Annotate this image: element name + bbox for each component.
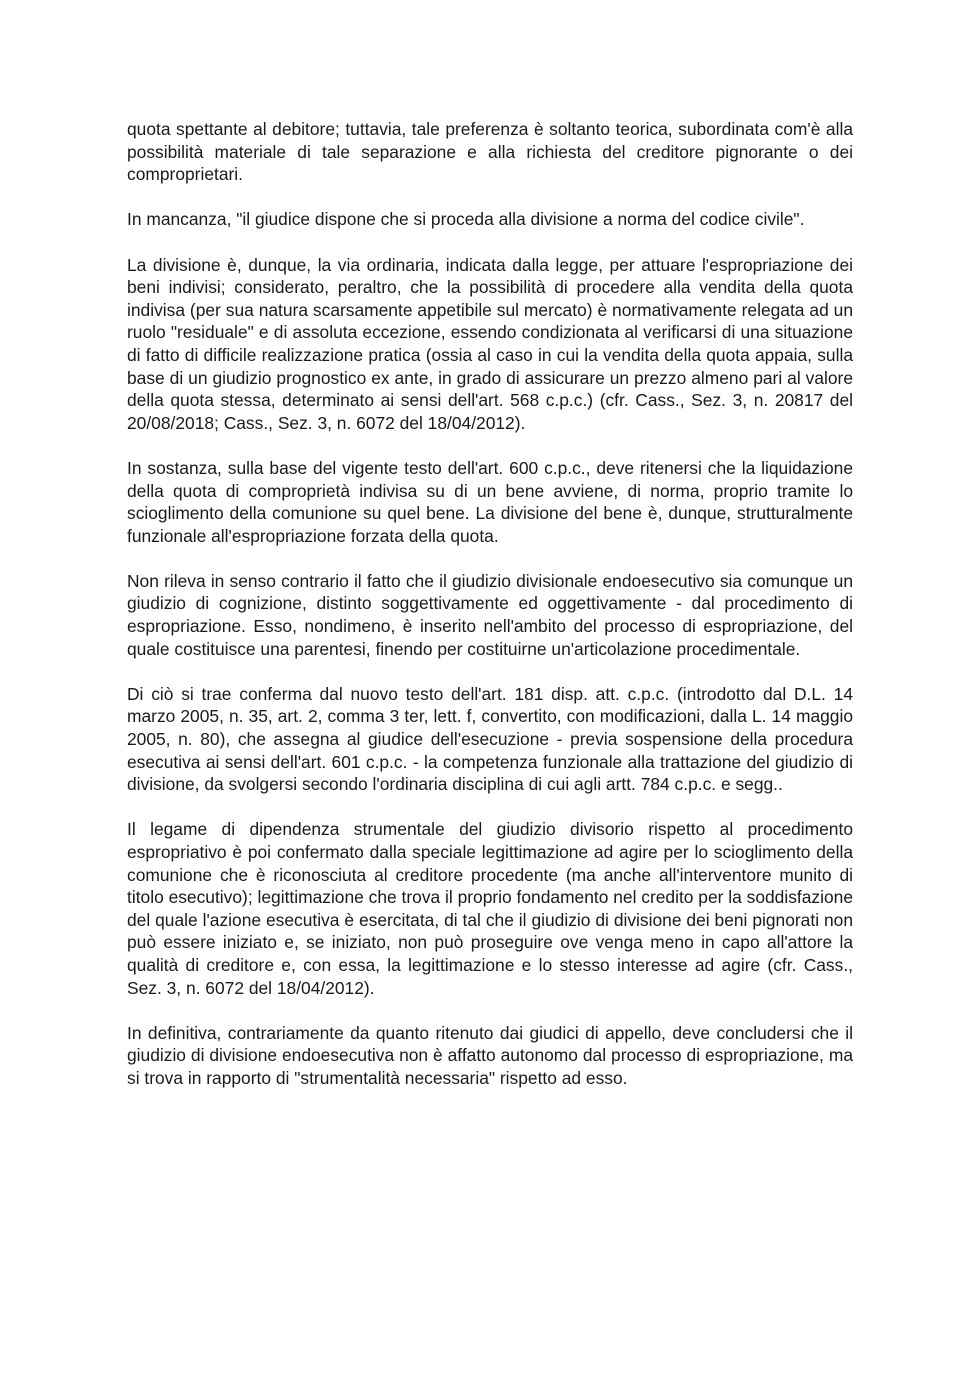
paragraph-5: Non rileva in senso contrario il fatto che il giudizio divisionale endoesecutivo sia comunque un giudizio di cognizione, distinto soggettivamente ed oggettivamente - dal procedimento di espropriazione. Esso, nondimeno, è inserito nell'ambito del processo di espropriazione, del quale costituisce una parentesi, finendo per costituirne un'articolazione procedimentale. [127,570,853,659]
paragraph-4: In sostanza, sulla base del vigente testo dell'art. 600 c.p.c., deve ritenersi che la liquidazione della quota di comproprietà indivisa su di un bene avviene, di norma, proprio tramite lo scioglimento della comunione su quel bene. La divisione del bene è, dunque, strutturalmente funzionale all'espropriazione forzata della quota. [127,457,853,546]
paragraph-3: La divisione è, dunque, la via ordinaria, indicata dalla legge, per attuare l'espropriazione dei beni indivisi; considerato, peraltro, che la possibilità di procedere alla vendita della quota indivisa (per sua natura scarsamente appetibile sul mercato) è normativamente relegata ad un ruolo "residuale" e di assoluta eccezione, essendo condizionata al verificarsi di una situazione di fatto di difficile realizzazione pratica (ossia al caso in cui la vendita della quota appaia, sulla base di un giudizio prognostico ex ante, in grado di assicurare un prezzo almeno pari al valore della quota stessa, determinato ai sensi dell'art. 568 c.p.c.) (cfr. Cass., Sez. 3, n. 20817 del 20/08/2018; Cass., Sez. 3, n. 6072 del 18/04/2012). [127,254,853,433]
document-body [127,118,853,1112]
paragraph-7: Il legame di dipendenza strumentale del giudizio divisorio rispetto al procedimento espropriativo è poi confermato dalla speciale legittimazione ad agire per lo scioglimento della comunione che è riconosciuta al creditore procedente (ma anche all'interventore munito di titolo esecutivo); legittimazione che trova il proprio fondamento nel credito per la soddisfazione del quale l'azione esecutiva è esercitata, di tal che il giudizio di divisione dei beni pignorati non può essere iniziato e, se iniziato, non può proseguire ove venga meno in capo all'attore la qualità di creditore e, con essa, la legittimazione e lo stesso interesse ad agire (cfr. Cass., Sez. 3, n. 6072 del 18/04/2012). [127,819,853,998]
paragraph-2: In mancanza, "il giudice dispone che si proceda alla divisione a norma del codice civile". [127,209,805,230]
paragraph-6: Di ciò si trae conferma dal nuovo testo dell'art. 181 disp. att. c.p.c. (introdotto dal D.L. 14 marzo 2005, n. 35, art. 2, comma 3 ter, lett. f, convertito, con modificazioni, dalla L. 14 maggio 2005, n. 80), che assegna al giudice dell'esecuzione - previa sospensione della procedura esecutiva ai sensi dell'art. 601 c.p.c. - la competenza funzionale alla trattazione del giudizio di divisione, da svolgersi secondo l'ordinaria disciplina di cui agli artt. 784 c.p.c. e segg.. [127,683,853,795]
paragraph-8: In definitiva, contrariamente da quanto ritenuto dai giudici di appello, deve concludersi che il giudizio di divisione endoesecutiva non è affatto autonomo dal processo di espropriazione, ma si trova in rapporto di "strumentalità necessaria" rispetto ad esso. [127,1022,853,1088]
paragraph-1: quota spettante al debitore; tuttavia, tale preferenza è soltanto teorica, subordinata com'è alla possibilità materiale di tale separazione e alla richiesta del creditore pignorante o dei comproprietari. [127,119,853,185]
